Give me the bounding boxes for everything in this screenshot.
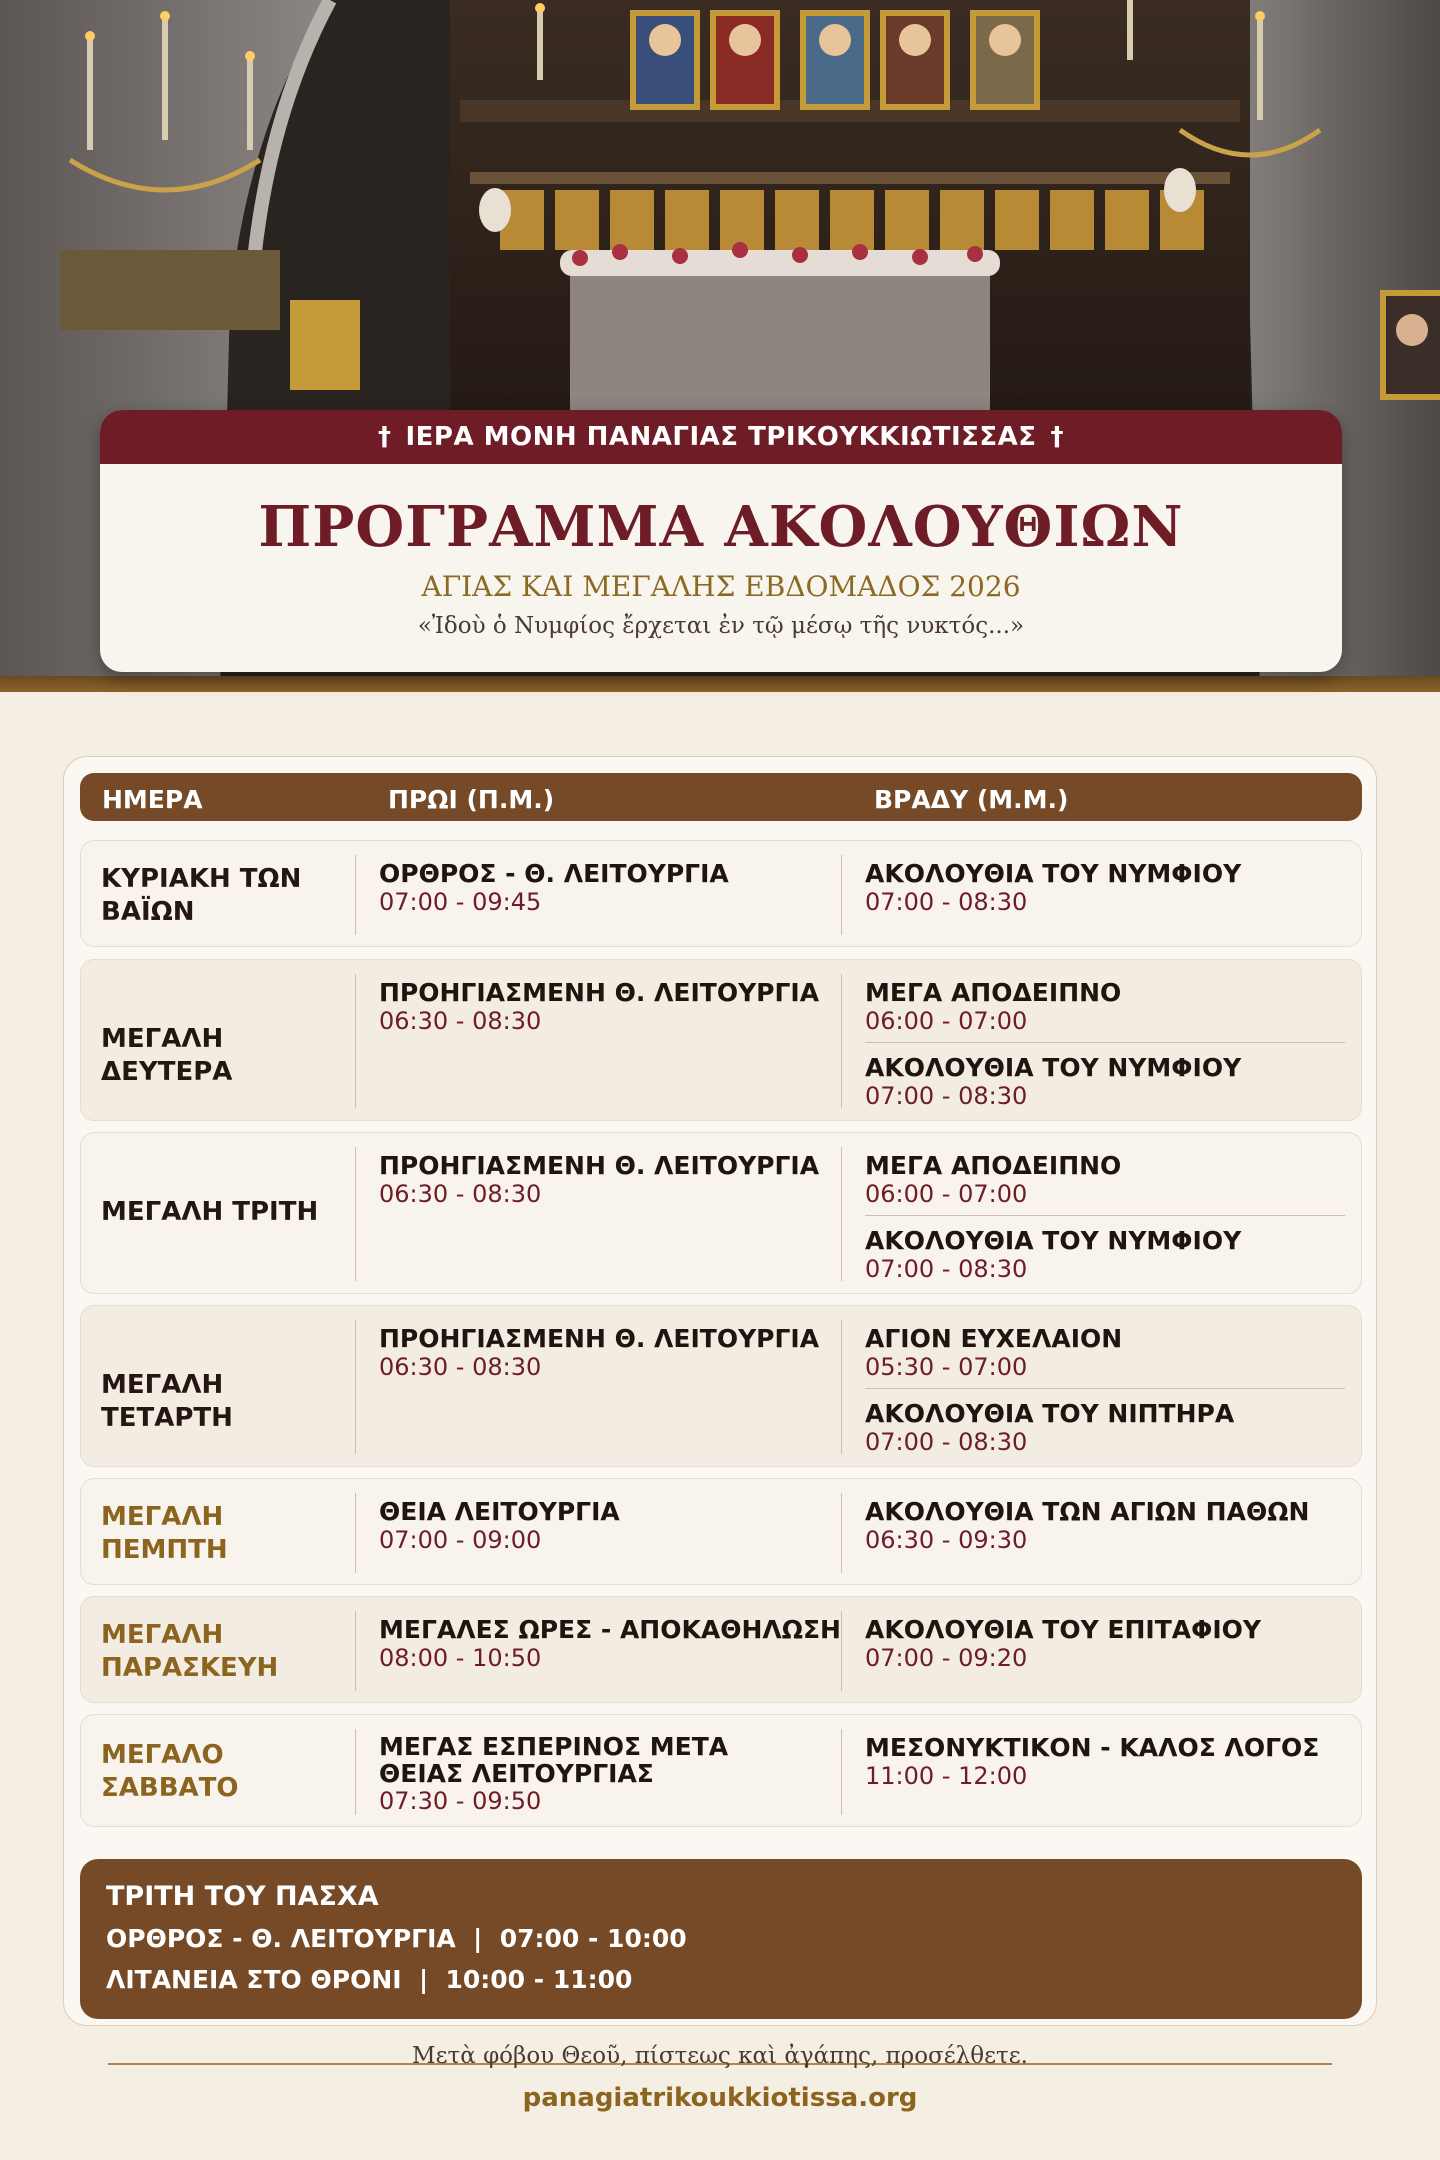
service-name: ΜΕΣΟΝΥΚΤΙΚΟΝ - ΚΑΛΟΣ ΛΟΓΟΣ <box>865 1733 1320 1762</box>
service-separator <box>865 1388 1345 1389</box>
column-divider <box>841 974 842 1108</box>
day-row-palm-sunday <box>80 840 1362 947</box>
scripture-quote: «Ἰδοὺ ὁ Νυμφίος ἔρχεται ἐν τῷ μέσῳ τῆς νυκτός...» <box>417 613 1025 639</box>
service-time: 06:30 - 08:30 <box>379 1007 542 1035</box>
day-row-holy-tuesday <box>80 1132 1362 1294</box>
column-divider <box>841 1611 842 1691</box>
service-name: ΟΡΘΡΟΣ - Θ. ΛΕΙΤΟΥΡΓΙΑ <box>379 859 729 888</box>
evening-service <box>865 978 1121 1036</box>
service-name: ΜΕΓΑΣ ΕΣΠΕΡΙΝΟΣ ΜΕΤΑ ΘΕΙΑΣ ΛΕΙΤΟΥΡΓΙΑΣ <box>379 1732 729 1788</box>
service-time: 07:00 - 08:30 <box>865 888 1028 916</box>
day-row-holy-wednesday <box>80 1305 1362 1467</box>
footer-motto: Μετὰ φόβου Θεοῦ, πίστεως καὶ ἀγάπης, προσέλθετε. <box>412 2043 1028 2069</box>
morning-service <box>379 1497 620 1555</box>
service-time: 06:30 - 09:30 <box>865 1526 1028 1554</box>
morning-service <box>379 1324 819 1382</box>
morning-service <box>379 859 729 917</box>
service-time: 07:30 - 09:50 <box>379 1787 542 1815</box>
page-title: ΠΡΟΓΡΑΜΜΑ ΑΚΟΛΟΥΘΙΩΝ <box>258 494 1184 560</box>
service-name: ΜΕΓΑΛΕΣ ΩΡΕΣ - ΑΠΟΚΑΘΗΛΩΣΗ <box>379 1615 841 1644</box>
service-time: 06:00 - 07:00 <box>865 1007 1028 1035</box>
column-divider <box>355 855 356 935</box>
evening-service <box>865 1151 1121 1209</box>
service-time: 07:00 - 08:30 <box>865 1082 1028 1110</box>
monastery-banner <box>100 410 1342 464</box>
pascha-title: ΤΡΙΤΗ ΤΟΥ ΠΑΣΧΑ <box>106 1881 379 1912</box>
service-time: 06:30 - 08:30 <box>379 1353 542 1381</box>
service-name: ΑΓΙΟΝ ΕΥΧΕΛΑΙΟΝ <box>865 1324 1123 1353</box>
service-time: 08:00 - 10:50 <box>379 1644 542 1672</box>
service-name: ΠΡΟΗΓΙΑΣΜΕΝΗ Θ. ΛΕΙΤΟΥΡΓΙΑ <box>379 1151 820 1180</box>
schedule-header-row <box>80 773 1362 821</box>
service-time: 06:00 - 07:00 <box>865 1180 1028 1208</box>
column-divider <box>355 1611 356 1691</box>
service-name: ΘΕΙΑ ΛΕΙΤΟΥΡΓΙΑ <box>379 1497 620 1526</box>
day-name: ΜΕΓΑΛΗ ΠΕΜΠΤΗ <box>101 1502 228 1565</box>
column-divider <box>355 1320 356 1454</box>
morning-service <box>379 1733 799 1816</box>
service-time: 06:30 - 08:30 <box>379 1180 542 1208</box>
column-divider <box>841 1493 842 1573</box>
evening-service <box>865 1399 1234 1457</box>
hero-divider <box>0 676 1440 692</box>
day-name: ΜΕΓΑΛΗ ΔΕΥΤΕΡΑ <box>101 1024 233 1087</box>
evening-service <box>865 1497 1309 1555</box>
day-row-holy-monday <box>80 959 1362 1121</box>
column-divider <box>841 1729 842 1815</box>
morning-service <box>379 1151 819 1209</box>
service-name: ΑΚΟΛΟΥΘΙΑ ΤΩΝ ΑΓΙΩΝ ΠΑΘΩΝ <box>865 1497 1310 1526</box>
pascha-service-line: ΟΡΘΡΟΣ - Θ. ΛΕΙΤΟΥΡΓΙΑ | 07:00 - 10:00 <box>106 1924 687 1953</box>
website-link[interactable]: panagiatrikoukkiotissa.org <box>522 2083 918 2113</box>
column-divider <box>355 974 356 1108</box>
evening-service <box>865 859 1241 917</box>
column-divider <box>355 1729 356 1815</box>
day-name: ΜΕΓΑΛΗ ΤΕΤΑΡΤΗ <box>101 1370 233 1433</box>
pascha-tuesday-box <box>80 1859 1362 2019</box>
service-time: 07:00 - 09:45 <box>379 888 542 916</box>
service-name: ΜΕΓΑ ΑΠΟΔΕΙΠΝΟ <box>865 1151 1122 1180</box>
schedule-panel <box>63 756 1377 2026</box>
service-time: 07:00 - 09:20 <box>865 1644 1028 1672</box>
title-card <box>100 410 1342 672</box>
evening-service <box>865 1733 1319 1791</box>
day-name: ΜΕΓΑΛΗ ΠΑΡΑΣΚΕΥΗ <box>101 1620 279 1683</box>
service-time: 07:00 - 08:30 <box>865 1428 1028 1456</box>
monastery-name: ΙΕΡΑ ΜΟΝΗ ΠΑΝΑΓΙΑΣ ΤΡΙΚΟΥΚΚΙΩΤΙΣΣΑΣ <box>405 422 1037 452</box>
morning-service <box>379 1615 841 1673</box>
column-header-evening: ΒΡΑΔΥ (Μ.Μ.) <box>874 785 1069 814</box>
column-divider <box>841 1147 842 1281</box>
column-divider <box>841 855 842 935</box>
service-name: ΑΚΟΛΟΥΘΙΑ ΤΟΥ ΝΥΜΦΙΟΥ <box>865 859 1242 888</box>
column-header-morning: ΠΡΩΙ (Π.Μ.) <box>388 785 555 814</box>
service-time: 07:00 - 08:30 <box>865 1255 1028 1283</box>
service-separator <box>865 1215 1345 1216</box>
column-header-day: ΗΜΕΡΑ <box>102 785 203 814</box>
service-separator <box>865 1042 1345 1043</box>
service-name: ΑΚΟΛΟΥΘΙΑ ΤΟΥ ΝΥΜΦΙΟΥ <box>865 1053 1242 1082</box>
service-name: ΜΕΓΑ ΑΠΟΔΕΙΠΝΟ <box>865 978 1122 1007</box>
service-time: 11:00 - 12:00 <box>865 1762 1028 1790</box>
service-name: ΑΚΟΛΟΥΘΙΑ ΤΟΥ ΕΠΙΤΑΦΙΟΥ <box>865 1615 1262 1644</box>
service-name: ΑΚΟΛΟΥΘΙΑ ΤΟΥ ΝΙΠΤΗΡΑ <box>865 1399 1235 1428</box>
service-time: 07:00 - 09:00 <box>379 1526 542 1554</box>
day-name: ΜΕΓΑΛΗ ΤΡΙΤΗ <box>101 1197 319 1227</box>
column-divider <box>355 1493 356 1573</box>
column-divider <box>355 1147 356 1281</box>
day-name: ΚΥΡΙΑΚΗ ΤΩΝ ΒΑΪΩΝ <box>101 864 302 927</box>
day-row-holy-thursday <box>80 1478 1362 1585</box>
day-row-holy-friday <box>80 1596 1362 1703</box>
service-name: ΠΡΟΗΓΙΑΣΜΕΝΗ Θ. ΛΕΙΤΟΥΡΓΙΑ <box>379 978 820 1007</box>
evening-service <box>865 1226 1241 1284</box>
cross-icon: † <box>1050 422 1065 452</box>
cross-icon: † <box>377 422 392 452</box>
page-subtitle: ΑΓΙΑΣ ΚΑΙ ΜΕΓΑΛΗΣ ΕΒΔΟΜΑΔΟΣ 2026 <box>421 570 1021 603</box>
column-divider <box>841 1320 842 1454</box>
pascha-service-line: ΛΙΤΑΝΕΙΑ ΣΤΟ ΘΡΟΝΙ | 10:00 - 11:00 <box>106 1965 633 1994</box>
evening-service <box>865 1324 1122 1382</box>
evening-service <box>865 1615 1261 1673</box>
service-name: ΠΡΟΗΓΙΑΣΜΕΝΗ Θ. ΛΕΙΤΟΥΡΓΙΑ <box>379 1324 820 1353</box>
service-name: ΑΚΟΛΟΥΘΙΑ ΤΟΥ ΝΥΜΦΙΟΥ <box>865 1226 1242 1255</box>
evening-service <box>865 1053 1241 1111</box>
morning-service <box>379 978 819 1036</box>
day-row-holy-saturday <box>80 1714 1362 1827</box>
day-name: ΜΕΓΑΛΟ ΣΑΒΒΑΤΟ <box>101 1740 239 1803</box>
service-time: 05:30 - 07:00 <box>865 1353 1028 1381</box>
